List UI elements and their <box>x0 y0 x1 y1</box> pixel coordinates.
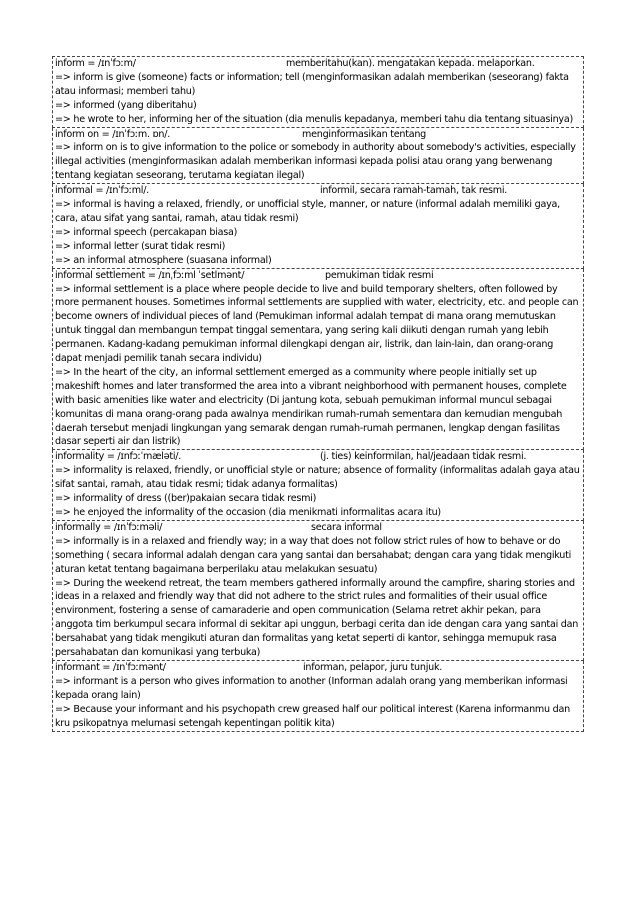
entry-headword-line <box>55 184 580 198</box>
entry-definition-line: => informality is relaxed, friendly, or unofficial style or nature; absence of formality (informalitas adalah gaya atau sifat santai, ramah, atau tidak resmi; tidak adanya formalitas) <box>55 465 580 491</box>
entry-headword-line <box>55 128 580 142</box>
entry-term: informally = /ɪnˈfɔːməli/ <box>55 521 163 533</box>
entry-translation: informan, pelapor, juru tunjuk. <box>303 661 443 673</box>
entry-translation: menginformasikan tentang <box>302 128 427 140</box>
entry-term: informal = /ɪnˈfɔːml/. <box>55 185 149 197</box>
dictionary-entry <box>52 269 584 451</box>
entry-definition-line: => Because your informant and his psychopath crew greased half our political interest (Karena informanmu dan kru psikopatnya melumasi setengah kepentingan politik kita) <box>55 703 570 729</box>
dictionary-entry <box>52 450 584 521</box>
entry-definition-line: => informal settlement is a place where people decide to live and build temporary shelters, often followed by more permanent houses. Sometimes informal settlements are supplied with water, electricity, etc. and people can become owners of individual pieces of land (Pemukiman informal adalah tempat di mana orang memutuskan untuk tinggal dan membangun tempat tinggal sementara, yang sering kali diikuti dengan rumah yang lebih permanen. Kadang-kadang pemukiman informal dilengkapi dengan air, listrik, dan lain-lain, dan orang-orang dapat menjadi pemilik tanah secara individu) <box>55 283 579 365</box>
entry-definition-line: => informed (yang diberitahu) <box>55 99 197 111</box>
entry-term: informality = /ɪnfɔːˈmæləti/. <box>55 451 182 463</box>
dictionary-document <box>52 56 584 732</box>
entry-definition-line: => informant is a person who gives information to another (Informan adalah orang yang memberikan informasi kepada orang lain) <box>55 675 568 701</box>
entry-definition-line: => he enjoyed the informality of the occasion (dia menikmati informalitas acara itu) <box>55 507 441 518</box>
dictionary-entry <box>52 128 584 185</box>
entry-translation: pemukiman tidak resmi <box>325 269 434 281</box>
dictionary-entry <box>52 184 584 268</box>
entry-definition-line: => informality of dress ((ber)pakaian secara tidak resmi) <box>55 493 317 505</box>
entry-translation: secara informal <box>311 521 382 533</box>
dictionary-entry <box>52 521 584 661</box>
entry-translation: memberitahu(kan). mengatakan kepada. melaporkan. <box>286 58 535 69</box>
entry-definition-line: => he wrote to her, informing her of the situation (dia menulis kepadanya, memberi tahu dia tentang situasinya) <box>55 113 573 125</box>
entry-headword-line <box>55 521 580 535</box>
entry-definition-line: => an informal atmosphere (suasana informal) <box>55 254 272 266</box>
entry-term: informal settlement = /ɪnˌfɔːml ˈsetlmənt/ <box>55 269 245 281</box>
entry-definition-line: => inform on is to give information to the police or somebody in authority about somebody's activities, especially illegal activities (menginformasikan adalah memberikan informasi kepada polisi atau orang yang berwenang tentang kegiatan seseorang, terutama kegiatan ilegal) <box>55 142 576 182</box>
entry-term: inform on = /ɪnˈfɔːm. ɒn/. <box>55 128 171 140</box>
entry-definition-line: => informal letter (surat tidak resmi) <box>55 240 226 252</box>
entry-definition-line: => During the weekend retreat, the team members gathered informally around the campfire, sharing stories and ideas in a relaxed and friendly way that did not adhere to the strict rules and formalities of their usual office environment, fostering a sense of camaraderie and open communication (Selama retret akhir pekan, para anggota tim berkumpul secara informal di sekitar api unggun, berbagi cerita dan ide dengan cara yang santai dan bersahabat yang tidak mengikuti aturan dan formalitas yang ketat seperti di kantor, sehingga memupuk rasa persahabatan dan komunikasi yang terbuka) <box>55 577 579 659</box>
entry-headword-line <box>55 661 580 675</box>
entry-headword-line <box>55 450 580 464</box>
entry-definition-line: => informal speech (percakapan biasa) <box>55 226 238 238</box>
dictionary-entry <box>52 56 584 128</box>
entry-headword-line <box>55 269 580 283</box>
entry-translation: (j. ties) keinformilan, hal/jeadaan tidak resmi. <box>320 451 527 463</box>
entry-definition-line: => informally is in a relaxed and friendly way; in a way that does not follow strict rules of how to behave or do something ( secara informal adalah dengan cara yang santai dan bersahabat; dengan cara yang tidak mengikuti aturan ketat tentang bagaimana berperilaku atau melakukan sesuatu) <box>55 535 572 575</box>
entry-definition-line: => In the heart of the city, an informal settlement emerged as a community where people initially set up makeshift homes and later transformed the area into a vibrant neighborhood with permanent houses, complete with basic amenities like water and electricity (Di jantung kota, sebuah pemukiman informal muncul sebagai komunitas di mana orang-orang pada awalnya mendirikan rumah-rumah sementara dan kemudian mengubah daerah tersebut menjadi lingkungan yang semarak dengan rumah-rumah permanen, lengkap dengan fasilitas dasar seperti air dan listrik) <box>55 366 567 448</box>
entry-definition-line: => inform is give (someone) facts or information; tell (menginformasikan adalah memberikan (seseorang) fakta atau informasi; memberi tahu) <box>55 71 569 97</box>
entry-headword-line <box>55 57 580 71</box>
entry-translation: informil, secara ramah-tamah, tak resmi. <box>320 185 508 197</box>
dictionary-entry <box>52 661 584 732</box>
entry-definition-line: => informal is having a relaxed, friendly, or unofficial style, manner, or nature (informal adalah memiliki gaya, cara, atau sifat yang santai, ramah, atau tidak resmi) <box>55 199 560 224</box>
entry-term: inform = /ɪnˈfɔːm/ <box>55 58 136 69</box>
entry-term: informant = /ɪnˈfɔːmənt/ <box>55 661 166 673</box>
